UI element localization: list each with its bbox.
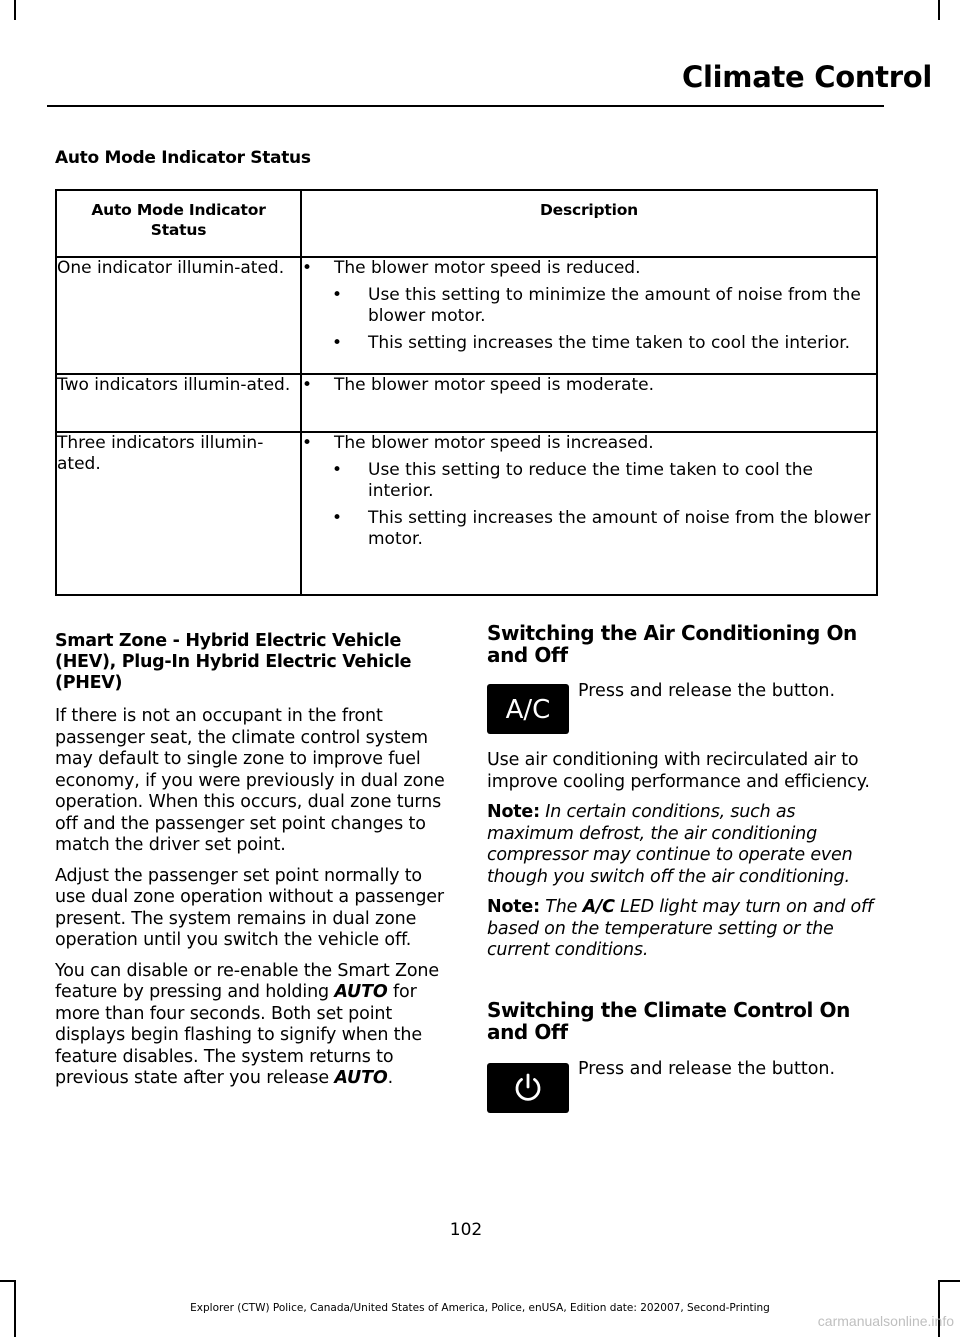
note-label: Note: — [487, 897, 540, 917]
table-row — [56, 374, 877, 432]
smart-zone-paragraph-2: Adjust the passenger set point normally to use dual zone operation without a passenger present. The system remains in dual zone operation until you switch the vehicle off. — [55, 865, 444, 950]
description-cell — [301, 374, 877, 432]
indicator-status-cell: One indicator illumin-ated. — [56, 257, 301, 374]
description-bullet: • The blower motor speed is moderate. — [302, 375, 876, 396]
auto-keyword: AUTO — [334, 1068, 388, 1088]
crop-mark-top-right — [938, 0, 940, 20]
note-text: In certain conditions, such as maximum defrost, the air conditioning compressor may continue to operate even though you switch off the air conditioning. — [487, 802, 853, 887]
smart-zone-section — [55, 631, 448, 1090]
auto-keyword: AUTO — [334, 982, 388, 1002]
note-label: Note: — [487, 802, 540, 822]
table-header-row — [56, 190, 877, 257]
auto-mode-indicator-table — [55, 189, 878, 596]
crop-mark-bottom-right-h — [938, 1280, 960, 1282]
description-sub-bullet: • Use this setting to reduce the time taken to cool the interior. — [302, 460, 876, 502]
description-cell — [301, 432, 877, 595]
ac-section-heading: Switching the Air Conditioning On and Off — [487, 621, 857, 667]
description-sub-bullet: • This setting increases the amount of noise from the blower motor. — [302, 508, 876, 550]
description-bullet: • The blower motor speed is increased. — [302, 433, 876, 454]
ac-keyword: A/C — [582, 897, 615, 917]
header-rule — [47, 105, 884, 107]
ac-paragraph: Use air conditioning with recirculated air to improve cooling performance and efficiency. — [487, 750, 870, 792]
smart-zone-text-b: for more than four seconds. Both set point displays begin flashing to signify when the feature disables. The system returns to previous state after you release — [55, 982, 422, 1088]
description-sub-bullet: • This setting increases the time taken to cool the interior. — [302, 333, 876, 354]
table-section-heading: Auto Mode Indicator Status — [55, 148, 311, 168]
smart-zone-text-end: . — [387, 1068, 394, 1088]
crop-mark-top-left — [14, 0, 16, 20]
page-number: 102 — [449, 1220, 483, 1240]
power-button-icon — [487, 1063, 569, 1113]
climate-section-heading: Switching the Climate Control On and Off — [487, 998, 850, 1044]
ac-section-body — [487, 750, 880, 962]
table-row — [56, 432, 877, 595]
ac-icon-text: A/C — [505, 695, 551, 725]
smart-zone-paragraph-1: If there is not an occupant in the front passenger seat, the climate control system may default to single zone to improve fuel economy, if you were previously in dual zone operation. When this occurs, dual zone turns off and the passenger set point changes to match the driver set point. — [55, 706, 445, 855]
ac-button-icon — [487, 684, 569, 734]
ac-note-2 — [487, 897, 880, 962]
ac-press-text: Press and release the button. — [578, 681, 836, 701]
smart-zone-text-a: You can disable or re-enable the Smart Zone feature by pressing and holding — [55, 960, 439, 1002]
indicator-status-cell: Three indicators illumin-ated. — [56, 432, 301, 595]
column-header-description: Description — [301, 190, 877, 257]
description-sub-bullet: • Use this setting to minimize the amount of noise from the blower motor. — [302, 285, 876, 327]
ac-note-1 — [487, 802, 880, 888]
footer-edition-text: Explorer (CTW) Police, Canada/United States of America, Police, enUSA, Edition date: 202007, Second-Printing — [190, 1302, 770, 1314]
page-title: Climate Control — [682, 60, 932, 94]
power-glyph — [511, 1071, 545, 1105]
description-cell — [301, 257, 877, 374]
description-bullet: • The blower motor speed is reduced. — [302, 258, 876, 279]
column-header-status: Auto Mode Indicator Status — [56, 190, 301, 257]
note-text-b: LED light may turn on and off based on the temperature setting or the current conditions. — [487, 897, 873, 960]
climate-press-text: Press and release the button. — [578, 1059, 836, 1079]
ac-label-glyph — [496, 693, 560, 725]
smart-zone-paragraph-3 — [55, 961, 448, 1090]
crop-mark-bottom-left-h — [0, 1280, 16, 1282]
table-row — [56, 257, 877, 374]
smart-zone-heading: Smart Zone - Hybrid Electric Vehicle (HEV), Plug-In Hybrid Electric Vehicle (PHEV) — [55, 631, 412, 693]
indicator-status-cell: Two indicators illumin-ated. — [56, 374, 301, 432]
watermark: carmanualsonline.info — [817, 1313, 954, 1329]
note-text-a: The — [545, 897, 578, 917]
